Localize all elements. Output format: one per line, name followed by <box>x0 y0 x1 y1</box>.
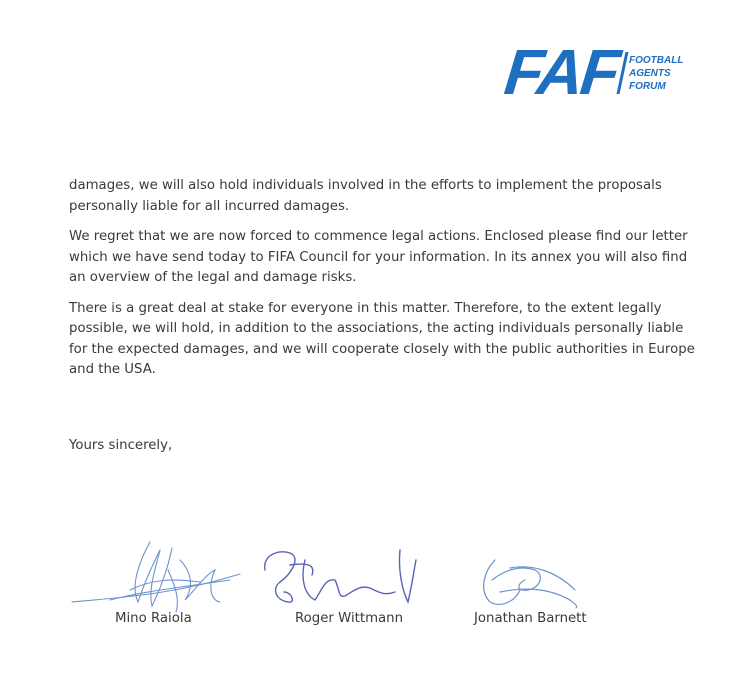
logo-mark: FAF <box>501 36 621 108</box>
letter-body <box>69 176 699 391</box>
paragraph-2: We regret that we are now forced to commence legal actions. Enclosed please find our letter which we have send today to FIFA Council for your information. In its annex you will also find an overview of the legal and damage risks. <box>69 229 688 285</box>
signatory-name-3: Jonathan Barnett <box>474 611 587 626</box>
paragraph-3: There is a great deal at stake for everyone in this matter. Therefore, to the extent legally possible, we will hold, in addition to the associations, the acting individuals personally liable for the expected damages, and we will cooperate closely with the public authorities in Europe and the USA. <box>69 300 695 377</box>
faf-logo <box>501 36 705 108</box>
logo-text-line-2: AGENTS <box>629 68 671 79</box>
paragraph-1: damages, we will also hold individuals involved in the efforts to implement the proposals personally liable for all incurred damages. <box>69 178 662 214</box>
signature-block <box>0 530 750 640</box>
logo-text <box>629 54 683 93</box>
signature-3 <box>484 560 577 608</box>
signatory-name-2: Roger Wittmann <box>295 611 404 626</box>
signature-2 <box>265 550 416 602</box>
closing-salutation: Yours sincerely, <box>69 438 173 453</box>
signature-1 <box>72 542 240 612</box>
logo-text-line-1: FOOTBALL <box>629 55 684 66</box>
logo-text-line-3: FORUM <box>629 81 666 92</box>
signatory-name-1: Mino Raiola <box>115 611 192 626</box>
